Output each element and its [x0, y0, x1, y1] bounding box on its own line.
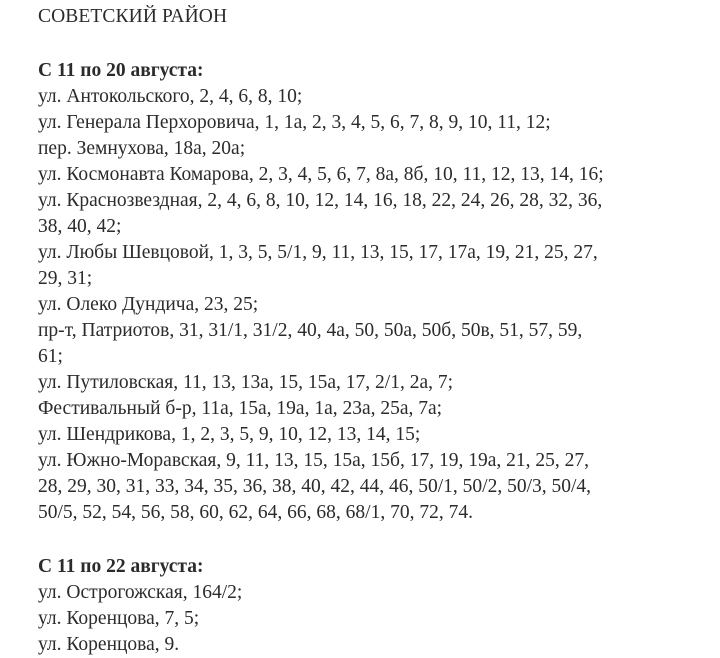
address-line: ул. Южно-Моравская, 9, 11, 13, 15, 15а, 15б, 17, 19, 19а, 21, 25, 27, — [38, 450, 589, 471]
address-line: 61; — [38, 346, 63, 367]
address-line: ул. Любы Шевцовой, 1, 3, 5, 5/1, 9, 11, 13, 15, 17, 17а, 19, 21, 25, 27, — [38, 242, 598, 263]
address-line: ул. Краснозвездная, 2, 4, 6, 8, 10, 12, 14, 16, 18, 22, 24, 26, 28, 32, 36, — [38, 190, 603, 211]
section-aug-11-22 — [38, 554, 714, 658]
address-line: ул. Олеко Дундича, 23, 25; — [38, 294, 259, 315]
address-line: ул. Генерала Перхоровича, 1, 1а, 2, 3, 4, 5, 6, 7, 8, 9, 10, 11, 12; — [38, 112, 551, 133]
address-line: ул. Шендрикова, 1, 2, 3, 5, 9, 10, 12, 13, 14, 15; — [38, 424, 421, 445]
address-list — [38, 84, 714, 526]
address-line: ул. Путиловская, 11, 13, 13а, 15, 15а, 17, 2/1, 2а, 7; — [38, 372, 454, 393]
address-line: 50/5, 52, 54, 56, 58, 60, 62, 64, 66, 68, 68/1, 70, 72, 74. — [38, 502, 473, 523]
address-line: ул. Коренцова, 7, 5; — [38, 608, 200, 629]
address-line: 28, 29, 30, 31, 33, 34, 35, 36, 38, 40, 42, 44, 46, 50/1, 50/2, 50/3, 50/4, — [38, 476, 592, 497]
address-line: ул. Острогожская, 164/2; — [38, 582, 243, 603]
address-list — [38, 580, 714, 658]
address-line: ул. Антокольского, 2, 4, 6, 8, 10; — [38, 86, 303, 107]
address-line: ул. Космонавта Комарова, 2, 3, 4, 5, 6, 7, 8а, 8б, 10, 11, 12, 13, 14, 16; — [38, 164, 604, 185]
document-page — [38, 4, 714, 658]
section-heading: С 11 по 20 августа: — [38, 60, 204, 81]
section-heading: С 11 по 22 августа: — [38, 556, 204, 577]
address-line: Фестивальный б-р, 11а, 15а, 19а, 1а, 23а, 25а, 7а; — [38, 398, 443, 419]
address-line: ул. Коренцова, 9. — [38, 634, 180, 655]
district-title: СОВЕТСКИЙ РАЙОН — [38, 6, 228, 27]
address-line: 29, 31; — [38, 268, 93, 289]
address-line: 38, 40, 42; — [38, 216, 122, 237]
address-line: пер. Земнухова, 18а, 20а; — [38, 138, 246, 159]
address-line: пр-т, Патриотов, 31, 31/1, 31/2, 40, 4а, 50, 50а, 50б, 50в, 51, 57, 59, — [38, 320, 583, 341]
section-aug-11-20 — [38, 58, 714, 526]
